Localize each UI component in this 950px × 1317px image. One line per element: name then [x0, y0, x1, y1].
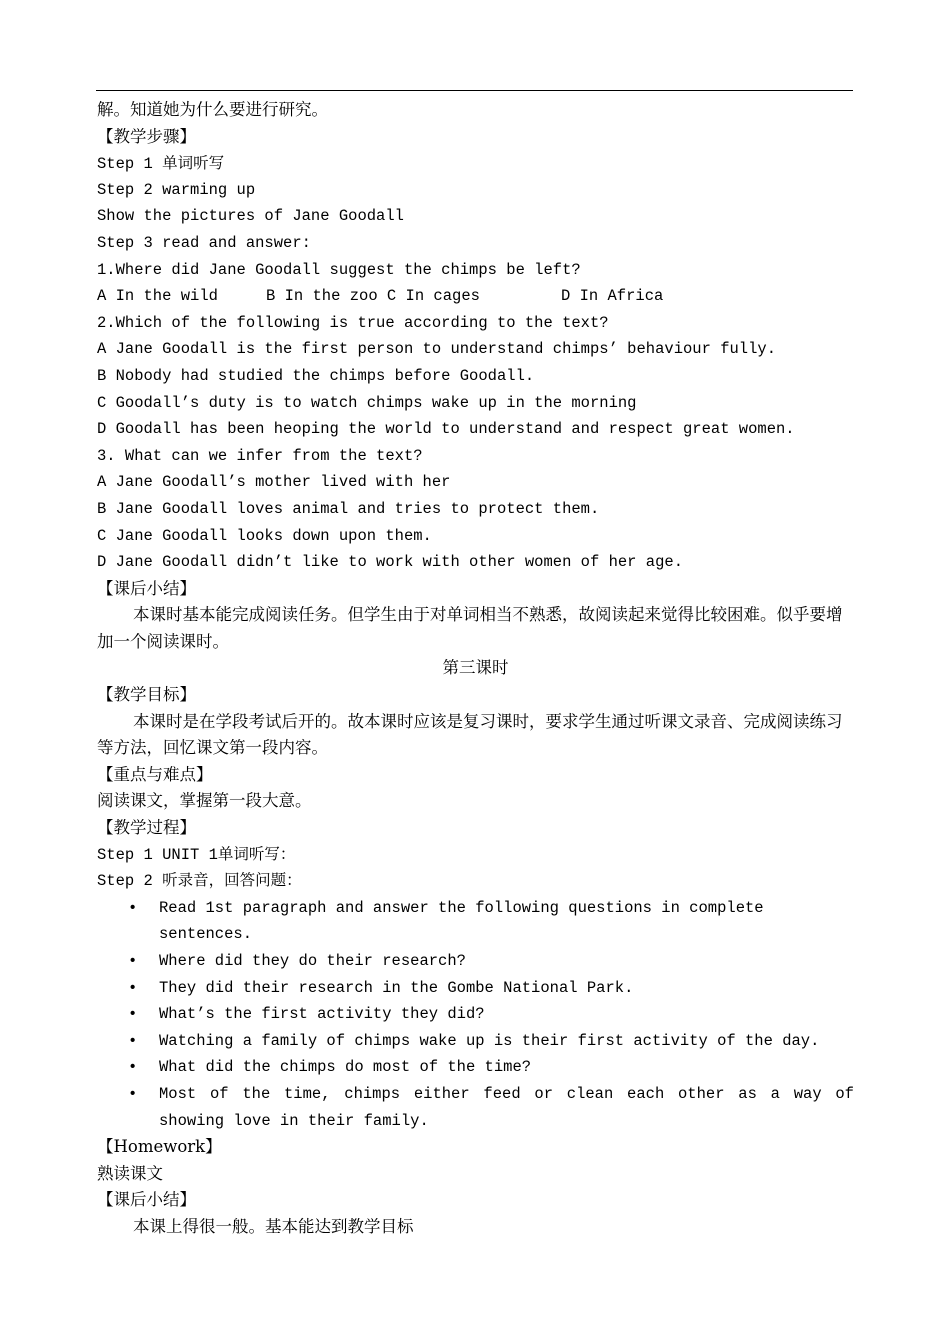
section-heading-summary-2: 【课后小结】 — [97, 1190, 196, 1210]
step-3-line: Step 3 read and answer: — [97, 233, 311, 252]
bullet-item: • What did the chimps do most of the time? — [97, 1054, 854, 1081]
goal-text: 本课时是在学段考试后开的。故本课时应该是复习课时，要求学生通过听课文录音、完成阅读练习等方法，回忆课文第一段内容。 — [97, 711, 843, 758]
bullet-item: • What’s the first activity they did? — [97, 1001, 854, 1028]
section-heading-process: 【教学过程】 — [97, 818, 196, 838]
question-1-options — [97, 283, 854, 310]
header-rule — [96, 90, 853, 91]
question-1: 1.Where did Jane Goodall suggest the chimps be left? — [97, 260, 581, 279]
summary-2-text: 本课上得很一般。基本能达到教学目标 — [133, 1216, 414, 1236]
section-heading-key-points: 【重点与难点】 — [97, 764, 213, 784]
section-heading-steps: 【教学步骤】 — [97, 126, 196, 146]
process-step-1: Step 1 UNIT 1单词听写： — [97, 845, 296, 864]
q1-option-a: A In the wild — [97, 287, 218, 306]
section-heading-homework: 【Homework】 — [97, 1137, 222, 1157]
question-3-option-b: B Jane Goodall loves animal and tries to protect them. — [97, 499, 600, 518]
bullet-dot-icon: • — [128, 1058, 138, 1077]
question-3-option-d: D Jane Goodall didn’t like to work with other women of her age. — [97, 553, 683, 572]
show-pictures-line: Show the pictures of Jane Goodall — [97, 207, 404, 226]
lesson-3-title: 第三课时 — [442, 658, 509, 678]
section-heading-summary-1: 【课后小结】 — [97, 578, 196, 598]
question-2: 2.Which of the following is true according to the text? — [97, 313, 609, 332]
process-step-2: Step 2 听录音，回答问题： — [97, 872, 302, 891]
document-body — [97, 97, 854, 1241]
bullet-dot-icon: • — [128, 898, 138, 917]
question-2-option-c: C Goodall’s duty is to watch chimps wake up in the morning — [97, 393, 637, 412]
summary-2-line — [97, 1214, 854, 1241]
summary-1-paragraph — [97, 602, 854, 655]
step-1-text: Step 1 单词听写 — [97, 155, 225, 174]
section-heading-goal: 【教学目标】 — [97, 685, 196, 705]
question-2-option-b: B Nobody had studied the chimps before Goodall. — [97, 366, 535, 385]
bullet-item: • Read 1st paragraph and answer the following questions in complete sentences. — [97, 895, 854, 948]
q1-option-d: D In Africa — [561, 287, 664, 306]
bullet-item: • Most of the time, chimps either feed or clean each other as a way of showing love in their family. — [97, 1081, 854, 1134]
q1-option-b: B In the zoo C In cages — [266, 287, 480, 306]
step-2-line: Step 2 warming up — [97, 180, 256, 199]
bullet-item: • They did their research in the Gombe National Park. — [97, 975, 854, 1002]
bullet-dot-icon: • — [128, 1084, 138, 1103]
summary-1-text: 本课时基本能完成阅读任务。但学生由于对单词相当不熟悉，故阅读起来觉得比较困难。似乎要增加一个阅读课时。 — [97, 605, 843, 651]
bullet-item: • Where did they do their research? — [97, 948, 854, 975]
question-2-option-a: A Jane Goodall is the first person to understand chimps’ behaviour fully. — [97, 340, 777, 359]
question-3-option-c: C Jane Goodall looks down upon them. — [97, 526, 432, 545]
bullet-dot-icon: • — [128, 1005, 138, 1024]
goal-paragraph — [97, 709, 854, 762]
question-3: 3. What can we infer from the text? — [97, 446, 423, 465]
bullet-dot-icon: • — [128, 952, 138, 970]
question-3-option-a: A Jane Goodall’s mother lived with her — [97, 473, 451, 492]
homework-text: 熟读课文 — [97, 1163, 163, 1183]
bullet-item: • Watching a family of chimps wake up is their first activity of the day. — [97, 1028, 854, 1055]
question-2-option-d: D Goodall has been heoping the world to understand and respect great women. — [97, 420, 795, 439]
text-line: 解。知道她为什么要进行研究。 — [97, 100, 328, 119]
bullet-dot-icon: • — [128, 978, 138, 997]
step-1-line — [97, 150, 854, 177]
key-points-text: 阅读课文，掌握第一段大意。 — [97, 791, 312, 811]
bullet-dot-icon: • — [128, 1031, 138, 1050]
